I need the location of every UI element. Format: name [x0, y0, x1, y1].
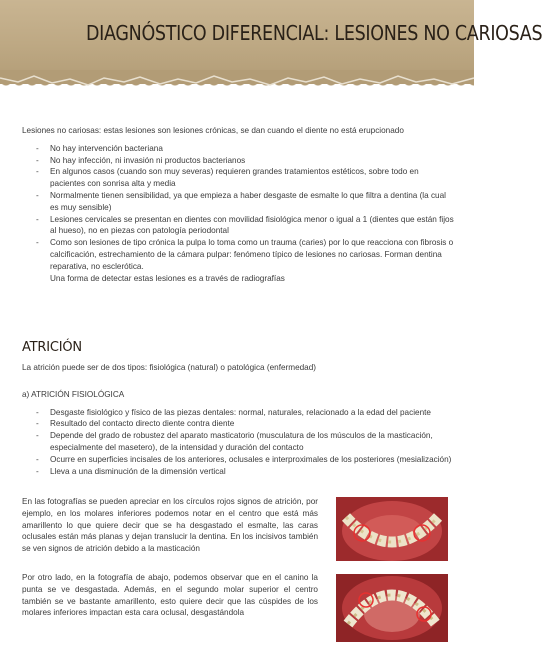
- list-item: - Resultado del contacto directo diente contra diente: [36, 418, 454, 430]
- list-item: - No hay intervención bacteriana: [36, 143, 454, 155]
- paragraph-photos: En las fotografías se pueden apreciar en los círculos rojos signos de atrición, por ejemplo, en los molares inferiores podemos notar en el centro que está más amarillento lo que quiere decir que se ha desgastado el esmalte, las caras oclusales están más planas y dejan translucir la dentina. En los incisivos también se ven signos de atrición debido a la masticación: [22, 497, 318, 554]
- list-item: - Ocurre en superficies incisales de los anteriores, oclusales e interproximales de los posteriores (mesialización): [36, 454, 454, 466]
- upper-arch-teeth-photo: [336, 574, 448, 642]
- section-description: La atrición puede ser de dos tipos: fisiológica (natural) o patológica (enfermedad): [22, 363, 317, 372]
- atricion-list: [22, 407, 454, 478]
- list-item: - Lesiones cervicales se presentan en dientes con movilidad fisiológica menor o igual a 1 (dientes que están fijos al hueso), no en piezas con patología periodontal: [36, 214, 454, 238]
- lower-arch-teeth-photo: [336, 497, 448, 561]
- list-item: - En algunos casos (cuando son muy severas) requieren grandes tratamientos estéticos, sobre todo en pacientes con sonrisa alta y media: [36, 166, 454, 190]
- list-item: - Como son lesiones de tipo crónica la pulpa lo toma como un trauma (caries) por lo que reacciona con fibrosis o calcificación, estrechamiento de la cámara pulpar: fenómeno típico de lesiones no cariosas. Forman dentina reparativa, no esclerótica.: [36, 237, 454, 272]
- list-item: - Lleva a una disminución de la dimensión vertical: [36, 466, 454, 478]
- list-item: - No hay infección, ni invasión ni productos bacterianos: [36, 155, 454, 167]
- paragraph-canine: Por otro lado, en la fotografía de abajo, podemos observar que en el canino la punta se ve desgastada. Además, en el segundo molar superior el centro también se ve bastante amarillento, esto quiere decir que las cúspides de los molares inferiores impactan esta cara oclusal, desgastándola: [22, 573, 318, 618]
- atricion-section: [22, 362, 454, 477]
- list-item: - Depende del grado de robustez del aparato masticatorio (musculatura de los músculos de la masticación, especialmente del masetero), de la intensidad y duración del contacto: [36, 430, 454, 454]
- list-item: - Normalmente tienen sensibilidad, ya que empieza a haber desgaste de esmalte lo que filtra a dentina (la cual es muy sensible): [36, 190, 454, 214]
- intro-section: [22, 125, 454, 284]
- torn-paper-edge: [0, 70, 474, 92]
- section-heading: ATRICIÓN: [22, 340, 82, 355]
- subheading: a) ATRICIÓN FISIOLÓGICA: [22, 389, 125, 399]
- list-item: Una forma de detectar estas lesiones es a través de radiografías: [50, 273, 285, 283]
- intro-list: [22, 143, 454, 285]
- list-item: - Desgaste fisiológico y físico de las piezas dentales: normal, naturales, relacionado a la edad del paciente: [36, 407, 454, 419]
- intro-text: Lesiones no cariosas: estas lesiones son lesiones crónicas, se dan cuando el diente no está erupcionado: [22, 126, 404, 135]
- page-title: DIAGNÓSTICO DIFERENCIAL: LESIONES NO CARIOSAS: [86, 22, 542, 46]
